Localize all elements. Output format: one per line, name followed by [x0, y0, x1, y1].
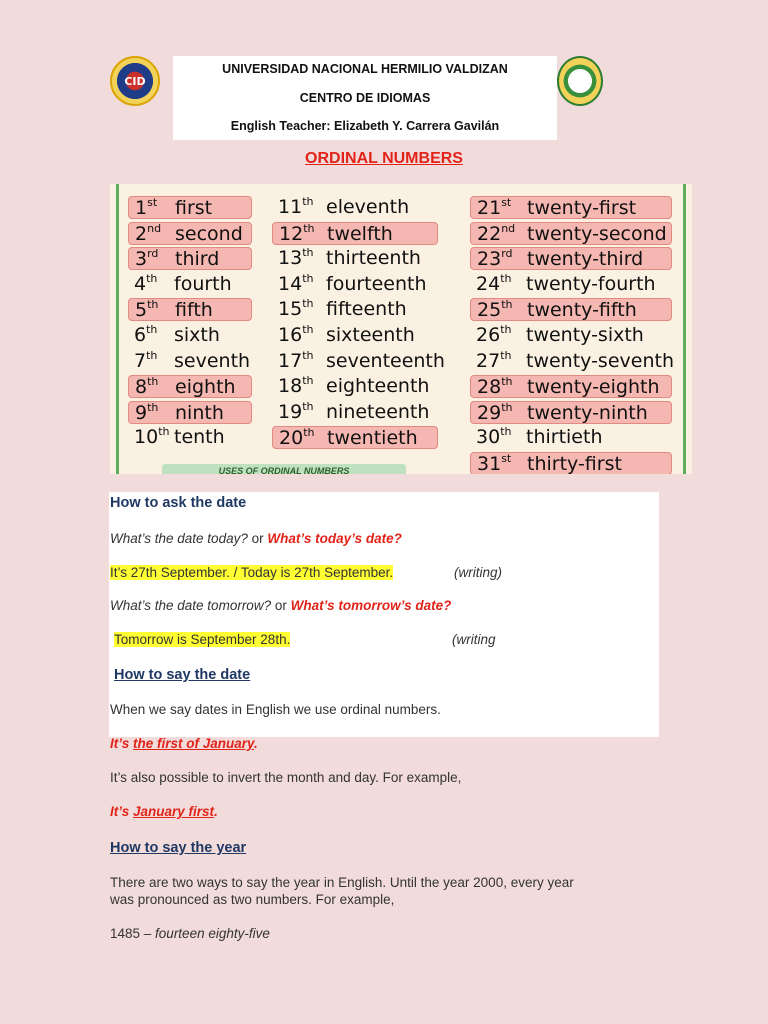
ordinal-digits: 29: [477, 401, 502, 424]
ordinal-digits: 5: [135, 299, 148, 322]
ordinal-word: second: [175, 222, 243, 245]
ordinal-word: seventeenth: [326, 349, 445, 372]
ordinal-number: [278, 324, 313, 346]
example2-prefix: It’s: [110, 804, 134, 819]
answer-today-text: It’s 27th September. / Today is 27th September.: [110, 565, 394, 580]
ordinal-suffix: th: [500, 425, 512, 439]
ordinal-number: [278, 375, 313, 397]
ordinal-cell: [272, 298, 438, 321]
ordinal-digits: 20: [279, 427, 304, 450]
ordinal-number: [278, 298, 313, 320]
ordinal-word: thirteenth: [326, 247, 421, 270]
ordinal-digits: 21: [477, 197, 502, 219]
ordinal-digits: 13: [278, 247, 303, 270]
ordinal-suffix: st: [501, 452, 512, 465]
ordinal-numbers-table: [110, 184, 692, 474]
ordinal-number: [476, 426, 511, 448]
ordinal-digits: 4: [134, 272, 147, 295]
ordinal-digits: 28: [477, 376, 502, 399]
ordinal-word: twenty-first: [527, 197, 637, 219]
ordinal-number: [477, 402, 512, 424]
ordinal-digits: 19: [278, 400, 303, 423]
answer-tomorrow-text: Tomorrow is September 28th.: [114, 632, 291, 647]
question-today-plain: What’s the date today?: [110, 531, 248, 546]
ordinal-cell: [128, 426, 252, 449]
ordinal-suffix: nd: [501, 221, 516, 235]
ordinal-digits: 7: [134, 349, 147, 372]
ordinal-suffix: th: [146, 348, 158, 362]
question-tomorrow-bold: What’s tomorrow’s date?: [290, 598, 452, 613]
ordinal-word: nineteenth: [326, 400, 430, 423]
ordinal-word: sixteenth: [326, 324, 415, 346]
ordinal-cell: [470, 298, 672, 321]
ordinal-suffix: th: [500, 271, 512, 285]
ordinal-word: twenty-sixth: [526, 324, 644, 346]
question-today: [110, 531, 402, 546]
header-box: [173, 56, 557, 140]
ordinal-cell: [470, 247, 672, 270]
page-title: ORDINAL NUMBERS: [305, 150, 463, 167]
ordinal-digits: 22: [477, 222, 502, 245]
ordinal-suffix: th: [303, 426, 315, 440]
ordinal-word: tenth: [174, 426, 225, 449]
ordinal-cell: [272, 222, 438, 245]
ordinal-word: twelfth: [327, 222, 393, 245]
example2-suffix: .: [214, 804, 218, 819]
ordinal-digits: 8: [135, 376, 148, 399]
ordinal-word: twenty-eighth: [527, 376, 660, 399]
answer-tomorrow: [114, 632, 290, 647]
ordinal-suffix: th: [302, 297, 314, 311]
ordinal-number: [135, 223, 161, 245]
ordinal-cell: [128, 350, 252, 373]
ordinal-cell: [470, 452, 672, 474]
ordinal-digits: 3: [135, 248, 148, 271]
ordinal-suffix: th: [146, 323, 158, 336]
ordinal-suffix: th: [147, 375, 159, 389]
table-border-right: [683, 184, 686, 474]
ordinal-suffix: nd: [147, 221, 162, 235]
ordinal-cell: [272, 196, 438, 219]
ordinal-cell: [128, 247, 252, 270]
say-year-heading: How to say the year: [110, 840, 247, 856]
ordinal-cell: [272, 324, 438, 347]
ordinal-digits: 23: [477, 248, 502, 271]
ordinal-word: first: [175, 197, 213, 219]
ordinal-word: twenty-fourth: [526, 272, 656, 295]
ordinal-suffix: th: [158, 425, 170, 439]
ordinal-suffix: th: [501, 375, 513, 389]
ordinal-digits: 18: [278, 375, 303, 398]
cid-logo: [110, 56, 160, 106]
ordinal-number: [134, 273, 157, 295]
uses-band: USES OF ORDINAL NUMBERS: [162, 464, 406, 474]
ordinal-cell: [470, 426, 672, 449]
ordinal-digits: 9: [135, 401, 148, 424]
say-date-heading: How to say the date: [114, 667, 251, 683]
ordinal-digits: 16: [278, 324, 303, 346]
ordinal-number: [476, 350, 511, 372]
ordinal-cell: [272, 273, 438, 296]
answer-today: [110, 565, 393, 580]
example1-suffix: .: [254, 736, 258, 751]
ordinal-digits: 17: [278, 349, 303, 372]
ordinal-word: twenty-second: [527, 222, 667, 245]
ordinal-word: fourteenth: [326, 272, 427, 295]
year-text-line2: was pronounced as two numbers. For example,: [110, 892, 395, 907]
ordinal-number: [135, 197, 157, 219]
invert-text: It’s also possible to invert the month and day. For example,: [110, 770, 462, 785]
university-name: UNIVERSIDAD NACIONAL HERMILIO VALDIZAN: [222, 62, 508, 76]
ordinal-number: [278, 350, 313, 372]
question-tomorrow-plain: What’s the date tomorrow?: [110, 598, 272, 613]
ordinal-suffix: th: [302, 374, 314, 388]
year-text-line1: There are two ways to say the year in English. Until the year 2000, every year: [110, 875, 574, 890]
ordinal-number: [476, 324, 511, 346]
ordinal-cell: [470, 350, 672, 373]
ordinal-number: [477, 376, 512, 398]
ordinal-cell: [128, 324, 252, 347]
ordinal-word: ninth: [175, 401, 224, 424]
ordinal-word: eighteenth: [326, 375, 430, 398]
ordinal-number: [278, 196, 313, 218]
ordinal-cell: [470, 401, 672, 424]
ordinal-digits: 15: [278, 298, 303, 321]
ordinal-number: [477, 299, 512, 321]
ordinal-cell: [470, 375, 672, 398]
example2-underlined: January first: [133, 804, 215, 819]
ordinal-word: eleventh: [326, 196, 410, 218]
center-name: CENTRO DE IDIOMAS: [299, 91, 431, 105]
answer-tomorrow-note: (writing: [452, 632, 496, 647]
ordinal-cell: [128, 273, 252, 296]
question-today-bold: What’s today’s date?: [267, 531, 402, 546]
ordinal-number: [134, 426, 169, 448]
ordinal-word: twenty-third: [527, 248, 644, 271]
ordinal-word: seventh: [174, 349, 251, 372]
ordinal-suffix: st: [147, 196, 158, 209]
ordinal-number: [477, 453, 511, 474]
ordinal-cell: [128, 196, 252, 219]
ordinal-cell: [470, 222, 672, 245]
ordinal-suffix: th: [500, 348, 512, 362]
ordinal-number: [279, 427, 314, 449]
example-january-first: [110, 804, 218, 819]
ordinal-digits: 25: [477, 299, 502, 322]
ordinal-suffix: th: [302, 323, 314, 336]
or-text: or: [271, 598, 291, 613]
ordinal-cell: [128, 222, 252, 245]
ordinal-digits: 1: [135, 197, 148, 219]
ordinal-number: [477, 248, 513, 270]
answer-today-note: (writing): [454, 565, 503, 580]
ordinal-cell: [272, 375, 438, 398]
ordinal-suffix: st: [501, 196, 512, 209]
university-seal-logo: [557, 56, 603, 106]
ordinal-number: [477, 223, 515, 245]
ordinal-number: [135, 376, 158, 398]
ordinal-number: [135, 248, 158, 270]
ordinal-digits: 6: [134, 324, 147, 346]
ordinal-number: [278, 247, 313, 269]
ordinal-number: [278, 273, 313, 295]
ordinal-suffix: th: [302, 195, 314, 208]
ordinal-cell: [272, 401, 438, 424]
ordinal-suffix: th: [302, 246, 314, 260]
ordinal-cell: [128, 401, 252, 424]
date-panel: [109, 492, 659, 737]
ordinal-cell: [470, 196, 672, 219]
year-example-words: fourteen eighty-five: [155, 926, 270, 941]
ordinal-digits: 26: [476, 324, 501, 346]
example1-prefix: It’s: [110, 736, 134, 751]
ordinal-word: eighth: [175, 376, 236, 399]
ordinal-word: thirty-first: [527, 453, 622, 474]
ordinal-word: twenty-seventh: [526, 349, 674, 372]
ordinal-suffix: th: [146, 271, 158, 285]
ordinal-word: twentieth: [327, 427, 418, 450]
ordinal-number: [278, 401, 313, 423]
ordinal-number: [477, 197, 511, 219]
ordinal-suffix: th: [147, 298, 159, 312]
ask-date-heading: How to ask the date: [110, 495, 247, 511]
year-example: [110, 926, 270, 941]
ordinal-cell: [470, 273, 672, 296]
ordinal-suffix: th: [302, 399, 314, 413]
ordinal-cell: [272, 426, 438, 449]
ordinal-suffix: th: [303, 221, 315, 235]
ordinal-digits: 27: [476, 349, 501, 372]
example1-underlined: the first of January: [133, 736, 255, 751]
ordinal-digits: 12: [279, 222, 304, 245]
ordinal-word: fifteenth: [326, 298, 407, 321]
ordinal-suffix: th: [302, 348, 314, 362]
ordinal-number: [134, 350, 157, 372]
ordinal-cell: [272, 348, 445, 373]
ordinal-digits: 2: [135, 222, 148, 245]
table-border-left: [116, 184, 119, 474]
ordinal-word: third: [175, 248, 220, 271]
ordinal-suffix: th: [500, 323, 512, 336]
ordinal-number: [135, 299, 158, 321]
ordinal-digits: 11: [278, 196, 303, 218]
ordinal-word: twenty-ninth: [527, 401, 648, 424]
say-date-intro: When we say dates in English we use ordinal numbers.: [110, 702, 441, 717]
ordinal-cell: [128, 375, 252, 398]
ordinal-number: [476, 273, 511, 295]
ordinal-number: [134, 324, 157, 346]
ordinal-number: [135, 402, 158, 424]
ordinal-word: fourth: [174, 272, 232, 295]
ordinal-suffix: th: [501, 298, 513, 312]
ordinal-digits: 31: [477, 453, 502, 474]
ordinal-digits: 24: [476, 272, 501, 295]
ordinal-digits: 10: [134, 426, 159, 449]
ordinal-suffix: th: [501, 400, 513, 414]
ordinal-word: fifth: [175, 299, 213, 322]
ordinal-suffix: th: [302, 271, 314, 285]
teacher-name: English Teacher: Elizabeth Y. Carrera Gavilán: [230, 119, 500, 133]
or-text: or: [247, 531, 268, 546]
ordinal-number: [279, 223, 314, 245]
ordinal-cell: [272, 247, 438, 270]
ordinal-cell: [470, 324, 672, 347]
question-tomorrow: [110, 598, 451, 613]
ordinal-digits: 30: [476, 426, 501, 449]
ordinal-suffix: th: [147, 400, 159, 414]
ordinal-suffix: rd: [501, 247, 513, 261]
ordinal-word: sixth: [174, 324, 220, 346]
year-example-number: 1485 –: [110, 926, 156, 941]
ordinal-word: thirtieth: [526, 426, 603, 449]
ordinal-word: twenty-fifth: [527, 299, 637, 322]
ordinal-digits: 14: [278, 272, 303, 295]
ordinal-suffix: rd: [147, 247, 159, 261]
example-first-of-january: [110, 736, 258, 751]
cid-logo-text: CID: [124, 75, 146, 88]
ordinal-cell: [128, 298, 252, 321]
